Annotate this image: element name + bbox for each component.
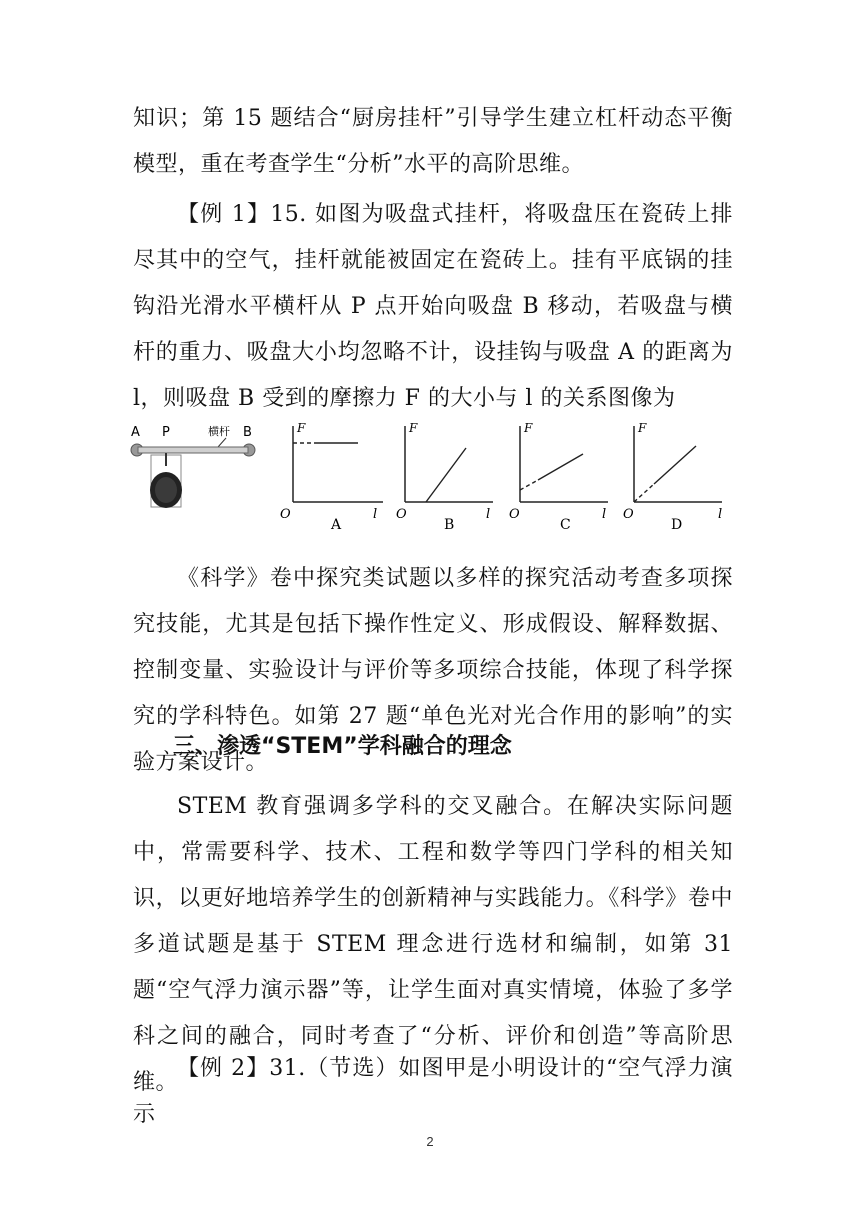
example-1-figure xyxy=(128,418,738,536)
graph-c-x-label: l xyxy=(602,507,607,522)
graph-c-origin: O xyxy=(509,507,520,522)
graph-b xyxy=(396,421,493,533)
paragraph-intro: 知识；第 15 题结合“厨房挂杆”引导学生建立杠杆动态平衡模型，重在考查学生“分析”水平的高阶思维。 xyxy=(133,106,733,177)
graph-a xyxy=(280,421,383,533)
label-b: B xyxy=(243,425,252,440)
label-p: P xyxy=(162,425,170,440)
label-bar: 横杆 xyxy=(208,425,230,438)
paragraph-stem: STEM 教育强调多学科的交叉融合。在解决实际问题中，常需要科学、技术、工程和数学等四门学科的相关知识，以更好地培养学生的创新精神与实践能力。《科学》卷中多道试题是基于 STEM 理念进行选材和编制，如第 31 题“空气浮力演示器”等，让学生面对真实情境，体验了多学科之间的融合，同时考查了“分析、评价和创造”等高阶思维。 xyxy=(133,794,733,1095)
graph-a-origin: O xyxy=(280,507,291,522)
option-d-label: D xyxy=(671,517,683,533)
graph-d xyxy=(623,421,722,533)
graph-a-x-label: l xyxy=(373,507,378,522)
option-c-label: C xyxy=(560,517,571,533)
example-tag: 【例 2】 xyxy=(177,1056,270,1081)
graph-d-origin: O xyxy=(623,507,634,522)
graph-d-y-label: F xyxy=(638,421,647,435)
example-2-text: 31.（节选）如图甲是小明设计的“空气浮力演示 xyxy=(133,1056,733,1127)
paragraph-example-1 xyxy=(133,192,733,422)
graph-c xyxy=(509,421,608,533)
graph-b-x-label: l xyxy=(486,507,491,522)
graph-b-y-label: F xyxy=(409,421,418,435)
label-a: A xyxy=(131,425,140,440)
graph-d-x-label: l xyxy=(718,507,723,522)
example-tag: 【例 1】 xyxy=(177,202,271,227)
graph-c-y-label: F xyxy=(524,421,533,435)
option-b-label: B xyxy=(444,517,455,533)
hanger-diagram xyxy=(131,424,255,508)
page-number: 2 xyxy=(426,1134,434,1149)
paragraph-example-2 xyxy=(133,1046,733,1138)
section-heading-stem: 三、渗透“STEM”学科融合的理念 xyxy=(173,734,512,759)
option-a-label: A xyxy=(331,517,342,533)
graph-a-y-label: F xyxy=(297,421,306,435)
paragraph-inquiry: 《科学》卷中探究类试题以多样的探究活动考查多项探究技能，尤其是包括下操作性定义、形成假设、解释数据、控制变量、实验设计与评价等多项综合技能，体现了科学探究的学科特色。如第 27 题“单色光对光合作用的影响”的实验方案设计。 xyxy=(133,566,733,775)
graph-b-origin: O xyxy=(396,507,407,522)
example-1-text: 15. 如图为吸盘式挂杆，将吸盘压在瓷砖上排尽其中的空气，挂杆就能被固定在瓷砖上。挂有平底锅的挂钩沿光滑水平横杆从 P 点开始向吸盘 B 移动，若吸盘与横杆的重力、吸盘大小均忽略不计，设挂钩与吸盘 A 的距离为 l，则吸盘 B 受到的摩擦力 F 的大小与 l 的关系图像为 xyxy=(133,202,734,411)
figure-svg xyxy=(128,418,738,536)
